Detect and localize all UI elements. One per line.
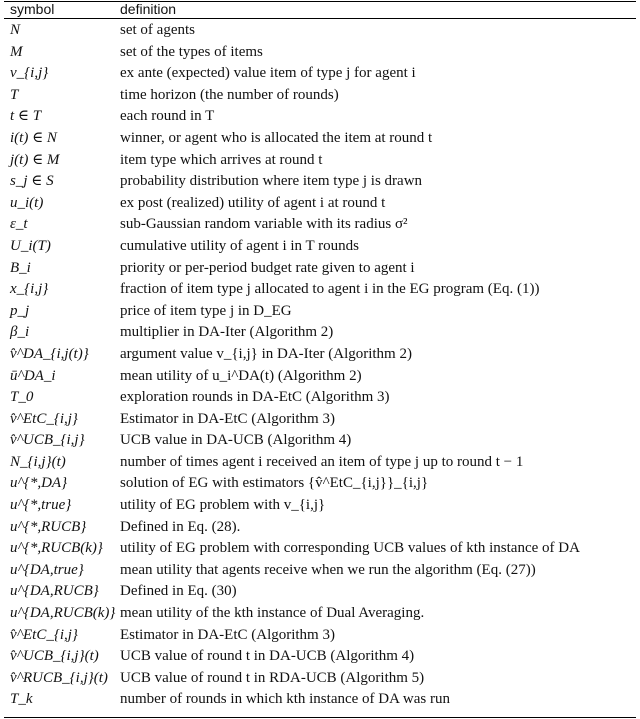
- table-row: [0, 193, 640, 215]
- row-symbol: j(t) ∈ M: [10, 151, 60, 168]
- row-definition: UCB value of round t in RDA-UCB (Algorithm 5): [120, 669, 425, 686]
- table-row: [0, 42, 640, 64]
- row-symbol: u^{DA,RUCB}: [10, 583, 99, 600]
- table-row: [0, 495, 640, 517]
- row-symbol: T: [10, 86, 19, 103]
- row-symbol: i(t) ∈ N: [10, 129, 57, 146]
- table-row: [0, 452, 640, 474]
- row-definition: Defined in Eq. (28).: [120, 518, 241, 535]
- row-symbol: v̂^UCB_{i,j}: [10, 432, 85, 449]
- row-symbol: U_i(T): [10, 237, 51, 254]
- row-symbol: v̂^RUCB_{i,j}(t): [10, 669, 108, 686]
- table-row: [0, 625, 640, 647]
- row-definition: UCB value in DA-UCB (Algorithm 4): [120, 432, 352, 449]
- table-bottom-rule: [4, 717, 636, 718]
- column-header-symbol: symbol: [10, 1, 55, 17]
- row-definition: ex ante (expected) value item of type j for agent i: [120, 65, 416, 82]
- table-row: [0, 689, 640, 711]
- table-row: [0, 473, 640, 495]
- row-symbol: s_j ∈ S: [10, 173, 54, 190]
- table-row: [0, 538, 640, 560]
- row-definition: utility of EG problem with corresponding UCB values of kth instance of DA: [120, 540, 580, 557]
- notation-table-body: [0, 20, 640, 711]
- table-row: [0, 279, 640, 301]
- table-row: [0, 322, 640, 344]
- table-row: [0, 150, 640, 172]
- table-row: [0, 128, 640, 150]
- table-row: [0, 20, 640, 42]
- row-symbol: ū^DA_i: [10, 367, 56, 384]
- table-row: [0, 258, 640, 280]
- row-definition: priority or per-period budget rate given to agent i: [120, 259, 415, 276]
- table-row: [0, 409, 640, 431]
- table-row: [0, 214, 640, 236]
- row-definition: number of times agent i received an item of type j up to round t − 1: [120, 453, 524, 470]
- row-definition: winner, or agent who is allocated the item at round t: [120, 129, 433, 146]
- row-definition: each round in T: [120, 108, 215, 125]
- row-definition: ex post (realized) utility of agent i at round t: [120, 194, 386, 211]
- header-divider-rule: [4, 18, 636, 19]
- table-row: [0, 560, 640, 582]
- table-row: [0, 668, 640, 690]
- column-header-definition: definition: [120, 1, 177, 17]
- row-definition: UCB value of round t in DA-UCB (Algorithm 4): [120, 648, 415, 665]
- table-row: [0, 581, 640, 603]
- row-definition: Defined in Eq. (30): [120, 583, 237, 600]
- row-definition: time horizon (the number of rounds): [120, 86, 339, 103]
- row-definition: argument value v_{i,j} in DA-Iter (Algorithm 2): [120, 345, 412, 362]
- row-symbol: T_0: [10, 389, 34, 406]
- row-symbol: t ∈ T: [10, 108, 42, 125]
- row-definition: probability distribution where item type j is drawn: [120, 173, 423, 190]
- row-symbol: u^{DA,RUCB(k)}: [10, 605, 116, 622]
- row-definition: Estimator in DA-EtC (Algorithm 3): [120, 410, 335, 427]
- row-symbol: β_i: [10, 324, 30, 341]
- row-symbol: u^{*,DA}: [10, 475, 68, 492]
- table-row: [0, 430, 640, 452]
- table-row: [0, 603, 640, 625]
- row-definition: sub-Gaussian random variable with its radius σ²: [120, 216, 408, 233]
- table-row: [0, 646, 640, 668]
- table-row: [0, 387, 640, 409]
- row-symbol: u^{DA,true}: [10, 561, 84, 578]
- row-definition: mean utility that agents receive when we run the algorithm (Eq. (27)): [120, 561, 536, 578]
- row-definition: mean utility of u_i^DA(t) (Algorithm 2): [120, 367, 362, 384]
- row-symbol: u_i(t): [10, 194, 44, 211]
- row-definition: set of agents: [120, 22, 195, 38]
- row-symbol: N_{i,j}(t): [10, 453, 66, 470]
- row-definition: Estimator in DA-EtC (Algorithm 3): [120, 626, 335, 643]
- table-row: [0, 344, 640, 366]
- row-symbol: u^{*,RUCB}: [10, 518, 87, 535]
- row-symbol: ε_t: [10, 216, 28, 233]
- row-definition: mean utility of the kth instance of Dual Averaging.: [120, 605, 425, 622]
- table-row: [0, 301, 640, 323]
- row-definition: set of the types of items: [120, 43, 263, 60]
- row-symbol: u^{*,RUCB(k)}: [10, 540, 103, 557]
- table-row: [0, 236, 640, 258]
- row-symbol: v̂^DA_{i,j(t)}: [10, 345, 89, 362]
- row-definition: item type which arrives at round t: [120, 151, 323, 168]
- table-row: [0, 517, 640, 539]
- row-symbol: v̂^EtC_{i,j}: [10, 410, 78, 427]
- row-symbol: N: [10, 22, 21, 38]
- row-symbol: p_j: [10, 302, 30, 319]
- row-definition: cumulative utility of agent i in T rounds: [120, 237, 359, 254]
- row-definition: number of rounds in which kth instance of DA was run: [120, 691, 450, 708]
- row-symbol: u^{*,true}: [10, 497, 72, 514]
- table-row: [0, 85, 640, 107]
- row-definition: multiplier in DA-Iter (Algorithm 2): [120, 324, 334, 341]
- row-symbol: v_{i,j}: [10, 65, 49, 82]
- row-symbol: T_k: [10, 691, 33, 708]
- row-symbol: B_i: [10, 259, 31, 276]
- row-symbol: v̂^UCB_{i,j}(t): [10, 648, 99, 665]
- row-symbol: v̂^EtC_{i,j}: [10, 626, 78, 643]
- table-row: [0, 366, 640, 388]
- table-row: [0, 171, 640, 193]
- row-symbol: M: [10, 43, 23, 60]
- row-definition: solution of EG with estimators {v̂^EtC_{i,j}}_{i,j}: [120, 475, 429, 492]
- row-definition: price of item type j in D_EG: [120, 302, 292, 319]
- table-top-rule: [4, 1, 636, 2]
- row-symbol: x_{i,j}: [10, 281, 49, 298]
- row-definition: utility of EG problem with v_{i,j}: [120, 497, 326, 514]
- table-row: [0, 106, 640, 128]
- table-row: [0, 63, 640, 85]
- row-definition: fraction of item type j allocated to agent i in the EG program (Eq. (1)): [120, 281, 540, 298]
- row-definition: exploration rounds in DA-EtC (Algorithm 3): [120, 389, 390, 406]
